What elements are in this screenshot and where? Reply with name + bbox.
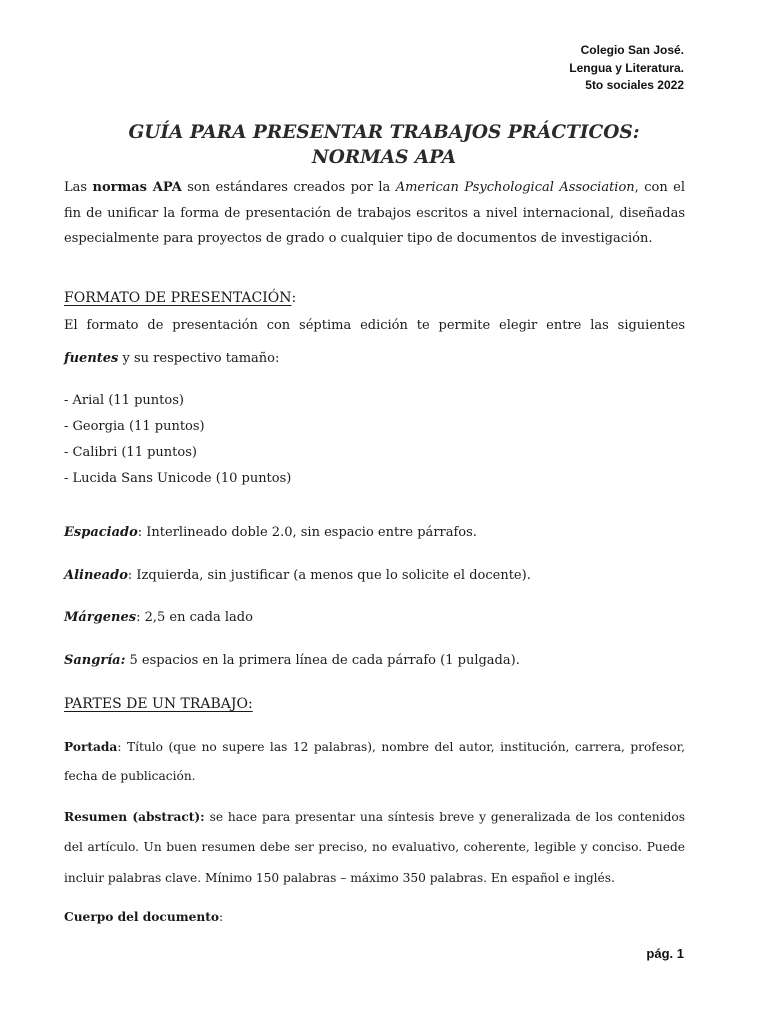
cuerpo-label: Cuerpo del documento [64, 910, 219, 924]
spec-label: Alineado [64, 568, 128, 583]
intro-bold-apa: normas APA [92, 180, 182, 195]
section-formato-heading [64, 289, 296, 307]
font-list-item: - Arial (11 puntos) [64, 393, 184, 408]
portada-label: Portada [64, 740, 118, 754]
resumen-label: Resumen (abstract): [64, 810, 205, 824]
intro-text-3: , con el fin de unificar la forma de presentación de trabajos escritos a nivel internacional, diseñadas especialmente para proyectos de grado o cualquier tipo de documentos de investigación. [64, 180, 686, 246]
spec-sep: : [136, 610, 145, 625]
spec-text: Izquierda, sin justificar (a menos que lo solicite el docente). [136, 568, 531, 583]
font-list-item: - Calibri (11 puntos) [64, 445, 197, 460]
spec-text: 2,5 en cada lado [144, 610, 253, 625]
formato-line2 [64, 350, 279, 368]
spec-espaciado [64, 524, 477, 542]
spec-margenes [64, 609, 253, 627]
formato-line1: El formato de presentación con séptima edición te permite elegir entre las siguientes [64, 318, 685, 333]
cuerpo-heading [64, 908, 685, 926]
intro-italic-apa: American Psychological Association [395, 180, 635, 195]
font-list-item: - Lucida Sans Unicode (10 puntos) [64, 471, 292, 486]
page-number: pág. 1 [646, 946, 684, 961]
header-subject: Lengua y Literatura. [569, 61, 684, 75]
formato-heading-text: FORMATO DE PRESENTACIÓN [64, 290, 292, 306]
resumen-line3: incluir palabras clave. Mínimo 150 palabras – máximo 350 palabras. En español e inglés. [64, 871, 615, 885]
page-title-line2: NORMAS APA [311, 147, 457, 168]
portada-line1 [64, 738, 685, 756]
spec-sangria [64, 652, 520, 670]
intro-text-1: Las [64, 180, 93, 195]
resumen-text: se hace para presentar una síntesis breve y generalizada de los contenidos [204, 810, 685, 824]
intro-paragraph [64, 175, 685, 252]
font-list-item: - Georgia (11 puntos) [64, 419, 205, 434]
spec-alineado [64, 567, 531, 585]
header-school: Colegio San José. [580, 43, 684, 57]
portada-text: : Título (que no supere las 12 palabras), nombre del autor, institución, carrera, profesor, [117, 740, 685, 754]
page-title-line1: GUÍA PARA PRESENTAR TRABAJOS PRÁCTICOS: [128, 122, 640, 143]
spec-label: Espaciado [64, 525, 138, 540]
section-partes-heading: PARTES DE UN TRABAJO: [64, 696, 253, 712]
resumen-line2: del artículo. Un buen resumen debe ser preciso, no evaluativo, coherente, legible y conciso. Puede [64, 840, 685, 854]
spec-text: Interlineado doble 2.0, sin espacio entre párrafos. [146, 525, 477, 540]
fuentes-word: fuentes [64, 351, 119, 366]
formato-line2-rest: y su respectivo tamaño: [118, 351, 280, 366]
spec-sep: : [137, 525, 147, 540]
resumen-line1 [64, 808, 685, 826]
header-course: 5to sociales 2022 [585, 78, 684, 92]
portada-line2: fecha de publicación. [64, 769, 196, 783]
spec-sep: : [127, 568, 137, 583]
formato-heading-colon: : [291, 290, 297, 306]
intro-text-2: son estándares creados por la [181, 180, 396, 195]
cuerpo-colon: : [218, 910, 224, 924]
spec-label: Sangría: [64, 653, 126, 668]
spec-label: Márgenes [64, 610, 137, 625]
spec-text: 5 espacios en la primera línea de cada párrafo (1 pulgada). [129, 653, 520, 668]
